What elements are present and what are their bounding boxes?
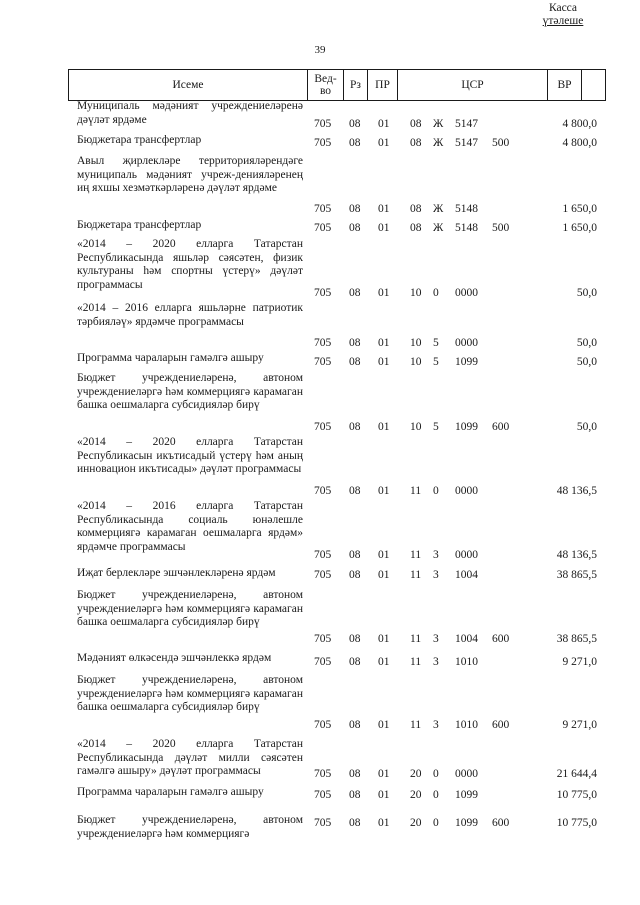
rz-cell: 08 <box>349 137 361 149</box>
csr-program-cell: 10 <box>410 356 422 368</box>
rz-cell: 08 <box>349 421 361 433</box>
csr-subprogram-cell: 3 <box>433 656 439 668</box>
row-name: «2014 – 2020 елларга Татарстан Республикасын икътисадый үстерү һәм аның инновацион икътисады» дәүләт программасы <box>77 436 303 475</box>
vr-cell: 600 <box>492 817 510 829</box>
csr-subprogram-cell: Ж <box>433 222 444 234</box>
csr-subprogram-cell: 3 <box>433 719 439 731</box>
pr-cell: 01 <box>378 656 390 668</box>
csr-program-cell: 20 <box>410 768 422 780</box>
row-name: «2014 – 2016 елларга Татарстан Республикасында социаль юнәлешле коммерциягә карамаган оешмаларга ярдәм» ярдәмче программасы <box>77 500 303 553</box>
amount-cell: 9 271,0 <box>562 656 597 668</box>
csr-program-cell: 11 <box>410 485 422 497</box>
vedo-cell: 705 <box>314 789 332 801</box>
rz-cell: 08 <box>349 203 361 215</box>
vedo-cell: 705 <box>314 656 332 668</box>
amount-cell: 1 650,0 <box>562 203 597 215</box>
csr-subprogram-cell: 0 <box>433 287 439 299</box>
row-name: Бюджетара трансфертлар <box>77 219 202 231</box>
csr-program-cell: 10 <box>410 337 422 349</box>
pr-cell: 01 <box>378 118 390 130</box>
csr-code-cell: 5147 <box>455 118 478 130</box>
row-name: Бюджетара трансфертлар <box>77 134 202 146</box>
vedo-cell: 705 <box>314 356 332 368</box>
csr-code-cell: 0000 <box>455 485 478 497</box>
csr-program-cell: 08 <box>410 137 422 149</box>
header-vr: ВР <box>548 70 582 100</box>
rz-cell: 08 <box>349 356 361 368</box>
rz-cell: 08 <box>349 768 361 780</box>
amount-cell: 48 136,5 <box>556 485 597 497</box>
header-name: Исеме <box>69 70 308 100</box>
row-name: Программа чараларын гамәлгә ашыру <box>77 352 264 364</box>
pr-cell: 01 <box>378 569 390 581</box>
amount-cell: 10 775,0 <box>556 789 597 801</box>
rz-cell: 08 <box>349 485 361 497</box>
row-name: «2014 – 2020 елларга Татарстан Республикасында дәүләт милли сәясәтен гамәлгә ашыру» дәүләт программасы <box>77 738 303 777</box>
amount-cell: 50,0 <box>576 421 597 433</box>
vr-cell: 600 <box>492 633 510 645</box>
rz-cell: 08 <box>349 222 361 234</box>
csr-subprogram-cell: 3 <box>433 549 439 561</box>
pr-cell: 01 <box>378 137 390 149</box>
page-number: 39 <box>314 44 326 56</box>
header-kassa-bottom: үтәлеше <box>542 15 584 27</box>
csr-program-cell: 08 <box>410 222 422 234</box>
row-name: Бюджет учреждениеләренә, автоном учреждениеләргә һәм коммерциягә карамаган башка оешмаларга субсидияләр бирү <box>77 589 303 628</box>
csr-program-cell: 11 <box>410 569 422 581</box>
csr-program-cell: 11 <box>410 719 422 731</box>
amount-cell: 21 644,4 <box>556 768 597 780</box>
rz-cell: 08 <box>349 118 361 130</box>
amount-cell: 9 271,0 <box>562 719 597 731</box>
amount-cell: 50,0 <box>576 287 597 299</box>
csr-subprogram-cell: Ж <box>433 137 444 149</box>
pr-cell: 01 <box>378 719 390 731</box>
csr-program-cell: 20 <box>410 789 422 801</box>
vedo-cell: 705 <box>314 485 332 497</box>
vr-cell: 500 <box>492 222 510 234</box>
vr-cell: 600 <box>492 421 510 433</box>
csr-subprogram-cell: 3 <box>433 569 439 581</box>
amount-cell: 50,0 <box>576 337 597 349</box>
row-name: Бюджет учреждениеләренә, автоном учреждениеләргә һәм коммерциягә карамаган башка оешмаларга субсидияләр бирү <box>77 674 303 713</box>
row-name: Мәдәният өлкәсендә эшчәнлеккә ярдәм <box>77 652 272 664</box>
rz-cell: 08 <box>349 569 361 581</box>
amount-cell: 48 136,5 <box>556 549 597 561</box>
csr-code-cell: 0000 <box>455 549 478 561</box>
header-pr: ПР <box>368 70 398 100</box>
csr-program-cell: 10 <box>410 421 422 433</box>
csr-code-cell: 5148 <box>455 203 478 215</box>
csr-code-cell: 1010 <box>455 719 478 731</box>
vr-cell: 600 <box>492 719 510 731</box>
row-name: Программа чараларын гамәлгә ашыру <box>77 786 264 798</box>
csr-subprogram-cell: 0 <box>433 789 439 801</box>
vedo-cell: 705 <box>314 817 332 829</box>
amount-cell: 1 650,0 <box>562 222 597 234</box>
vedo-cell: 705 <box>314 118 332 130</box>
vedo-cell: 705 <box>314 337 332 349</box>
row-name: Бюджет учреждениеләренә, автоном учреждениеләргә һәм коммерциягә карамаган башка оешмаларга субсидияләр бирү <box>77 372 303 411</box>
csr-program-cell: 11 <box>410 633 422 645</box>
pr-cell: 01 <box>378 287 390 299</box>
header-kassa-top: Касса <box>548 2 578 14</box>
csr-code-cell: 5148 <box>455 222 478 234</box>
header-rz: Рз <box>344 70 368 100</box>
vedo-cell: 705 <box>314 222 332 234</box>
row-name: Бюджет учреждениеләренә, автоном учреждениеләргә һәм коммерциягә <box>77 814 303 840</box>
csr-code-cell: 1004 <box>455 569 478 581</box>
csr-code-cell: 1099 <box>455 817 478 829</box>
csr-program-cell: 10 <box>410 287 422 299</box>
vedo-cell: 705 <box>314 421 332 433</box>
csr-subprogram-cell: Ж <box>433 118 444 130</box>
csr-subprogram-cell: 5 <box>433 337 439 349</box>
vedo-cell: 705 <box>314 549 332 561</box>
csr-code-cell: 5147 <box>455 137 478 149</box>
amount-cell: 38 865,5 <box>556 633 597 645</box>
pr-cell: 01 <box>378 768 390 780</box>
row-name: Иҗат берлекләре эшчәнлекләренә ярдәм <box>77 567 276 579</box>
csr-program-cell: 20 <box>410 817 422 829</box>
rz-cell: 08 <box>349 287 361 299</box>
csr-subprogram-cell: 0 <box>433 485 439 497</box>
row-name: Авыл җирлекләре территорияләрендәге муниципаль мәдәният учреж-денияләренең иң яхшы хезмәткәрләренә дәүләт ярдәме <box>77 155 303 194</box>
vedo-cell: 705 <box>314 633 332 645</box>
vedo-cell: 705 <box>314 768 332 780</box>
rz-cell: 08 <box>349 817 361 829</box>
amount-cell: 50,0 <box>576 356 597 368</box>
amount-cell: 38 865,5 <box>556 569 597 581</box>
vedo-cell: 705 <box>314 569 332 581</box>
header-vedo-top: Вед- <box>314 73 337 85</box>
csr-program-cell: 11 <box>410 656 422 668</box>
csr-subprogram-cell: 0 <box>433 817 439 829</box>
csr-subprogram-cell: Ж <box>433 203 444 215</box>
pr-cell: 01 <box>378 817 390 829</box>
header-csr: ЦСР <box>398 70 548 100</box>
vr-cell: 500 <box>492 137 510 149</box>
csr-subprogram-cell: 5 <box>433 421 439 433</box>
vedo-cell: 705 <box>314 719 332 731</box>
pr-cell: 01 <box>378 203 390 215</box>
pr-cell: 01 <box>378 789 390 801</box>
rz-cell: 08 <box>349 719 361 731</box>
csr-code-cell: 1099 <box>455 421 478 433</box>
pr-cell: 01 <box>378 222 390 234</box>
pr-cell: 01 <box>378 356 390 368</box>
pr-cell: 01 <box>378 337 390 349</box>
csr-code-cell: 1010 <box>455 656 478 668</box>
pr-cell: 01 <box>378 633 390 645</box>
header-vedo-bottom: во <box>319 85 332 97</box>
csr-code-cell: 1099 <box>455 789 478 801</box>
rz-cell: 08 <box>349 789 361 801</box>
csr-code-cell: 0000 <box>455 768 478 780</box>
csr-code-cell: 1099 <box>455 356 478 368</box>
csr-program-cell: 08 <box>410 203 422 215</box>
csr-code-cell: 0000 <box>455 287 478 299</box>
amount-cell: 4 800,0 <box>562 137 597 149</box>
csr-code-cell: 0000 <box>455 337 478 349</box>
amount-cell: 10 775,0 <box>556 817 597 829</box>
row-name: «2014 – 2020 елларга Татарстан Республикасында яшьләр сәясәтен, физик культураны һәм спортны үстерү» дәүләт программасы <box>77 238 303 291</box>
vedo-cell: 705 <box>314 287 332 299</box>
pr-cell: 01 <box>378 549 390 561</box>
csr-subprogram-cell: 3 <box>433 633 439 645</box>
pr-cell: 01 <box>378 485 390 497</box>
row-name: Муниципаль мәдәният учреждениеләренә дәүләт ярдәме <box>77 100 303 126</box>
csr-subprogram-cell: 0 <box>433 768 439 780</box>
rz-cell: 08 <box>349 633 361 645</box>
row-name: «2014 – 2016 елларга яшьләрне патриотик тәрбияләү» ярдәмче программасы <box>77 302 303 328</box>
vedo-cell: 705 <box>314 137 332 149</box>
rz-cell: 08 <box>349 337 361 349</box>
csr-subprogram-cell: 5 <box>433 356 439 368</box>
csr-program-cell: 08 <box>410 118 422 130</box>
vedo-cell: 705 <box>314 203 332 215</box>
csr-program-cell: 11 <box>410 549 422 561</box>
rz-cell: 08 <box>349 549 361 561</box>
csr-code-cell: 1004 <box>455 633 478 645</box>
pr-cell: 01 <box>378 421 390 433</box>
rz-cell: 08 <box>349 656 361 668</box>
amount-cell: 4 800,0 <box>562 118 597 130</box>
